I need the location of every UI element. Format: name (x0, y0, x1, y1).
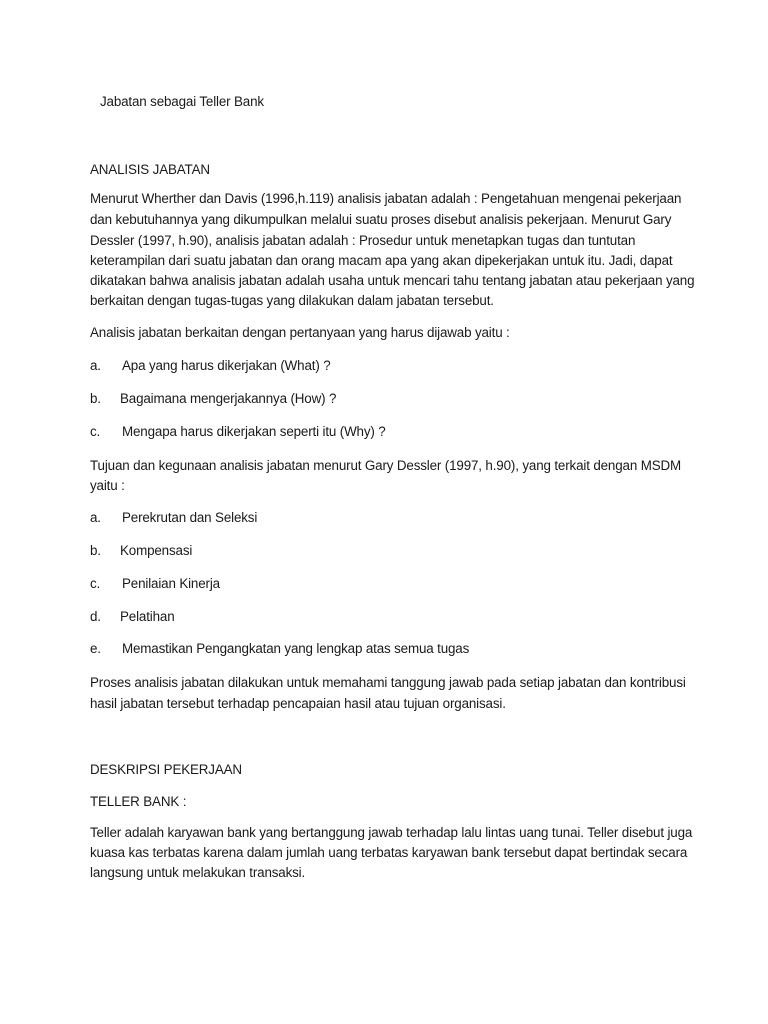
list-item-text: Pelatihan (120, 609, 175, 624)
paragraph-questions-intro: Analisis jabatan berkaitan dengan pertanyaan yang harus dijawab yaitu : (90, 325, 510, 340)
paragraph-line: yaitu : (90, 478, 125, 493)
list-item-text: Bagaimana mengerjakannya (How) ? (120, 391, 337, 406)
paragraph-line: keterampilan dari suatu jabatan dan orang macam apa yang akan dipekerjakan untuk itu. Jadi, dapat (90, 253, 673, 268)
list-item-text: Kompensasi (120, 543, 193, 558)
subheading-teller-bank: TELLER BANK : (90, 794, 187, 809)
section-heading-deskripsi-pekerjaan: DESKRIPSI PEKERJAAN (90, 762, 242, 777)
paragraph-line: Tujuan dan kegunaan analisis jabatan menurut Gary Dessler (1997, h.90), yang terkait dengan MSDM (90, 458, 682, 473)
paragraph-line: Teller adalah karyawan bank yang bertanggung jawab terhadap lalu lintas uang tunai. Teller disebut juga (90, 825, 693, 840)
paragraph-line: berkaitan dengan tugas-tugas yang dilakukan dalam jabatan tersebut. (90, 293, 494, 308)
document-title: Jabatan sebagai Teller Bank (100, 94, 264, 109)
section-heading-analisis-jabatan: ANALISIS JABATAN (90, 162, 210, 177)
list-item-letter: b. (90, 543, 101, 558)
list-item-letter: c. (90, 424, 101, 439)
paragraph-line: dan kebutuhannya yang dikumpulkan melalui suatu proses disebut analisis pekerjaan. Menurut Gary (90, 212, 672, 227)
paragraph-line: langsung untuk melakukan transaksi. (90, 865, 306, 880)
paragraph-line: Menurut Wherther dan Davis (1996,h.119) analisis jabatan adalah : Pengetahuan mengenai pekerjaan (90, 191, 682, 206)
paragraph-line: hasil jabatan tersebut terhadap pencapaian hasil atau tujuan organisasi. (90, 696, 506, 711)
list-item-text: Memastikan Pengangkatan yang lengkap atas semua tugas (122, 641, 470, 656)
paragraph-line: kuasa kas terbatas karena dalam jumlah uang terbatas karyawan bank tersebut dapat bertindak secara (90, 845, 688, 860)
list-item-letter: e. (90, 641, 101, 656)
list-item-text: Apa yang harus dikerjakan (What) ? (122, 358, 331, 373)
list-item-letter: a. (90, 510, 101, 525)
list-item-text: Mengapa harus dikerjakan seperti itu (Why) ? (122, 424, 386, 439)
list-item-letter: b. (90, 391, 101, 406)
list-item-letter: c. (90, 576, 101, 591)
list-item-letter: a. (90, 358, 101, 373)
paragraph-line: dikatakan bahwa analisis jabatan adalah usaha untuk mencari tahu tentang jabatan atau pekerjaan yang (90, 273, 695, 288)
list-item-text: Penilaian Kinerja (122, 576, 220, 591)
list-item-text: Perekrutan dan Seleksi (122, 510, 258, 525)
paragraph-line: Dessler (1997, h.90), analisis jabatan adalah : Prosedur untuk menetapkan tugas dan tuntutan (90, 233, 636, 248)
list-item-letter: d. (90, 609, 101, 624)
paragraph-line: Proses analisis jabatan dilakukan untuk memahami tanggung jawab pada setiap jabatan dan kontribusi (90, 675, 686, 690)
